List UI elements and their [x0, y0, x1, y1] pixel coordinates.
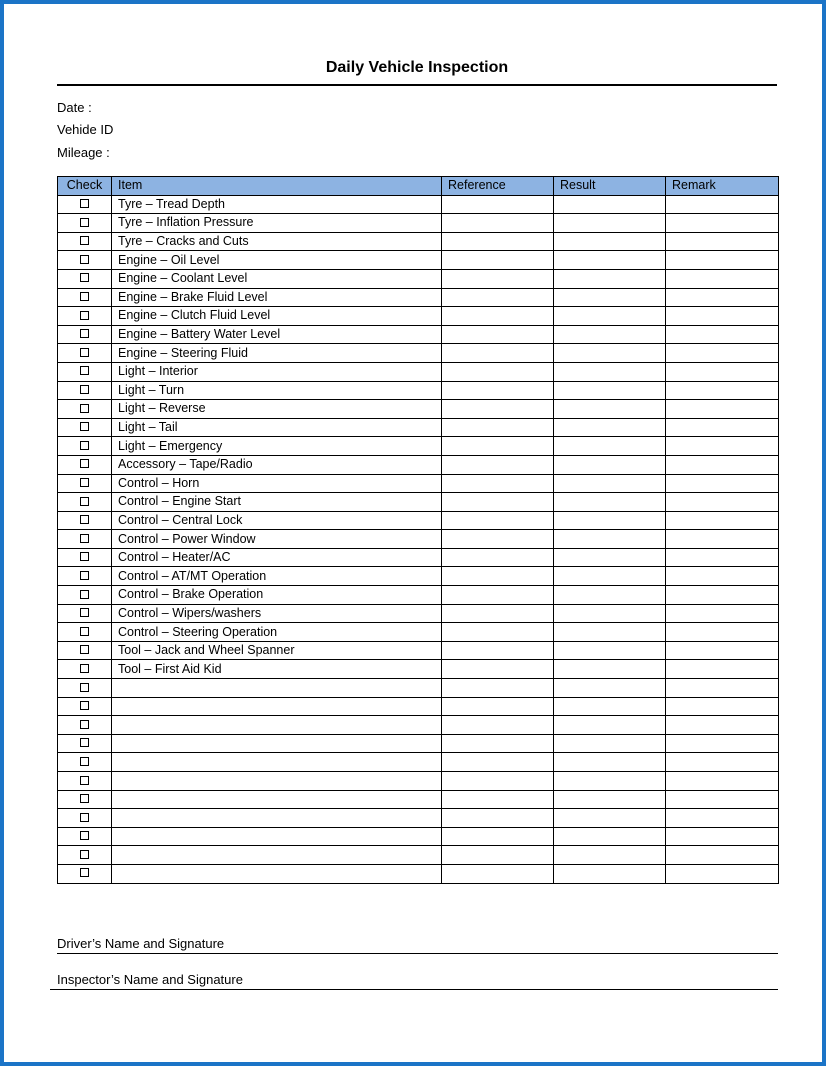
table-row [58, 790, 779, 809]
checkbox[interactable] [80, 255, 89, 264]
remark-cell[interactable] [666, 325, 779, 344]
reference-cell[interactable] [442, 400, 554, 419]
table-row [58, 530, 779, 549]
result-cell[interactable] [554, 530, 666, 549]
check-cell [58, 307, 112, 326]
table-row [58, 846, 779, 865]
inspection-table [57, 176, 779, 884]
result-cell[interactable] [554, 641, 666, 660]
header-reference: Reference [442, 177, 554, 196]
result-cell[interactable] [554, 697, 666, 716]
reference-cell[interactable] [442, 251, 554, 270]
item-cell [112, 790, 442, 809]
item-cell [112, 827, 442, 846]
vehicle-id-label: Vehide ID [57, 122, 114, 137]
remark-cell[interactable] [666, 753, 779, 772]
reference-cell[interactable] [442, 734, 554, 753]
check-cell [58, 734, 112, 753]
remark-cell[interactable] [666, 864, 779, 883]
table-row [58, 679, 779, 698]
checkbox[interactable] [80, 199, 89, 208]
remark-cell[interactable] [666, 530, 779, 549]
item-cell: Control – Brake Operation [112, 586, 442, 605]
result-cell[interactable] [554, 493, 666, 512]
result-cell[interactable] [554, 679, 666, 698]
checkbox[interactable] [80, 645, 89, 654]
item-cell: Control – AT/MT Operation [112, 567, 442, 586]
check-cell [58, 362, 112, 381]
table-row [58, 251, 779, 270]
check-cell [58, 511, 112, 530]
remark-cell[interactable] [666, 381, 779, 400]
table-row [58, 753, 779, 772]
check-cell [58, 214, 112, 233]
remark-cell[interactable] [666, 288, 779, 307]
item-cell: Tyre – Tread Depth [112, 195, 442, 214]
table-row [58, 716, 779, 735]
result-cell[interactable] [554, 418, 666, 437]
check-cell [58, 288, 112, 307]
checkbox[interactable] [80, 236, 89, 245]
item-cell: Engine – Steering Fluid [112, 344, 442, 363]
reference-cell[interactable] [442, 548, 554, 567]
check-cell [58, 325, 112, 344]
check-cell [58, 437, 112, 456]
result-cell[interactable] [554, 325, 666, 344]
checkbox[interactable] [80, 497, 89, 506]
check-cell [58, 567, 112, 586]
remark-cell[interactable] [666, 493, 779, 512]
remark-cell[interactable] [666, 641, 779, 660]
result-cell[interactable] [554, 511, 666, 530]
reference-cell[interactable] [442, 697, 554, 716]
remark-cell[interactable] [666, 362, 779, 381]
remark-cell[interactable] [666, 697, 779, 716]
table-row [58, 772, 779, 791]
result-cell[interactable] [554, 660, 666, 679]
item-cell: Engine – Clutch Fluid Level [112, 307, 442, 326]
table-row [58, 567, 779, 586]
remark-cell[interactable] [666, 827, 779, 846]
item-cell: Engine – Oil Level [112, 251, 442, 270]
check-cell [58, 400, 112, 419]
remark-cell[interactable] [666, 772, 779, 791]
result-cell[interactable] [554, 269, 666, 288]
title-underline [57, 84, 777, 86]
remark-cell[interactable] [666, 586, 779, 605]
reference-cell[interactable] [442, 344, 554, 363]
table-row [58, 586, 779, 605]
check-cell [58, 251, 112, 270]
item-cell: Tyre – Inflation Pressure [112, 214, 442, 233]
remark-cell[interactable] [666, 734, 779, 753]
table-row [58, 232, 779, 251]
checkbox[interactable] [80, 776, 89, 785]
driver-signature-label: Driver’s Name and Signature [57, 936, 225, 951]
check-cell [58, 790, 112, 809]
item-cell: Accessory – Tape/Radio [112, 455, 442, 474]
result-cell[interactable] [554, 344, 666, 363]
remark-cell[interactable] [666, 437, 779, 456]
checkbox[interactable] [80, 515, 89, 524]
reference-cell[interactable] [442, 362, 554, 381]
item-cell: Tool – Jack and Wheel Spanner [112, 641, 442, 660]
remark-cell[interactable] [666, 455, 779, 474]
remark-cell[interactable] [666, 344, 779, 363]
table-row [58, 418, 779, 437]
checkbox[interactable] [80, 478, 89, 487]
result-cell[interactable] [554, 586, 666, 605]
checkbox[interactable] [80, 571, 89, 580]
page-title: Daily Vehicle Inspection [325, 59, 509, 76]
result-cell[interactable] [554, 864, 666, 883]
checkbox[interactable] [80, 664, 89, 673]
table-row [58, 548, 779, 567]
reference-cell[interactable] [442, 455, 554, 474]
reference-cell[interactable] [442, 864, 554, 883]
table-row [58, 288, 779, 307]
result-cell[interactable] [554, 362, 666, 381]
reference-cell[interactable] [442, 269, 554, 288]
item-cell: Light – Interior [112, 362, 442, 381]
remark-cell[interactable] [666, 846, 779, 865]
item-cell [112, 679, 442, 698]
reference-cell[interactable] [442, 641, 554, 660]
checkbox[interactable] [80, 422, 89, 431]
header-check: Check [58, 177, 112, 196]
checkbox[interactable] [80, 794, 89, 803]
result-cell[interactable] [554, 846, 666, 865]
check-cell [58, 548, 112, 567]
check-cell [58, 827, 112, 846]
table-row [58, 455, 779, 474]
result-cell[interactable] [554, 734, 666, 753]
check-cell [58, 493, 112, 512]
check-cell [58, 530, 112, 549]
table-row [58, 604, 779, 623]
mileage-label: Mileage : [57, 145, 110, 160]
item-cell: Light – Tail [112, 418, 442, 437]
item-cell [112, 716, 442, 735]
check-cell [58, 381, 112, 400]
check-cell [58, 679, 112, 698]
reference-cell[interactable] [442, 679, 554, 698]
result-cell[interactable] [554, 827, 666, 846]
check-cell [58, 641, 112, 660]
result-cell[interactable] [554, 251, 666, 270]
result-cell[interactable] [554, 474, 666, 493]
checkbox[interactable] [80, 627, 89, 636]
table-row [58, 827, 779, 846]
reference-cell[interactable] [442, 493, 554, 512]
check-cell [58, 418, 112, 437]
reference-cell[interactable] [442, 567, 554, 586]
item-cell: Light – Reverse [112, 400, 442, 419]
table-row [58, 269, 779, 288]
result-cell[interactable] [554, 790, 666, 809]
reference-cell[interactable] [442, 530, 554, 549]
result-cell[interactable] [554, 381, 666, 400]
remark-cell[interactable] [666, 232, 779, 251]
reference-cell[interactable] [442, 716, 554, 735]
checkbox[interactable] [80, 534, 89, 543]
reference-cell[interactable] [442, 214, 554, 233]
check-cell [58, 474, 112, 493]
checkbox[interactable] [80, 218, 89, 227]
check-cell [58, 716, 112, 735]
table-row [58, 660, 779, 679]
item-cell [112, 734, 442, 753]
item-cell: Light – Turn [112, 381, 442, 400]
reference-cell[interactable] [442, 511, 554, 530]
remark-cell[interactable] [666, 307, 779, 326]
checkbox[interactable] [80, 757, 89, 766]
item-cell [112, 753, 442, 772]
check-cell [58, 455, 112, 474]
item-cell [112, 809, 442, 828]
table-row [58, 381, 779, 400]
remark-cell[interactable] [666, 623, 779, 642]
checkbox[interactable] [80, 329, 89, 338]
result-cell[interactable] [554, 716, 666, 735]
table-row [58, 344, 779, 363]
check-cell [58, 623, 112, 642]
remark-cell[interactable] [666, 604, 779, 623]
table-row [58, 493, 779, 512]
result-cell[interactable] [554, 400, 666, 419]
remark-cell[interactable] [666, 567, 779, 586]
reference-cell[interactable] [442, 790, 554, 809]
item-cell [112, 864, 442, 883]
inspector-signature-line[interactable] [50, 989, 778, 990]
inspector-signature-label: Inspector’s Name and Signature [57, 972, 243, 987]
reference-cell[interactable] [442, 604, 554, 623]
result-cell[interactable] [554, 437, 666, 456]
table-row [58, 474, 779, 493]
item-cell: Tool – First Aid Kid [112, 660, 442, 679]
reference-cell[interactable] [442, 753, 554, 772]
item-cell: Control – Wipers/washers [112, 604, 442, 623]
result-cell[interactable] [554, 307, 666, 326]
date-label: Date : [57, 100, 92, 115]
item-cell: Control – Steering Operation [112, 623, 442, 642]
check-cell [58, 269, 112, 288]
item-cell: Engine – Battery Water Level [112, 325, 442, 344]
checkbox[interactable] [80, 366, 89, 375]
check-cell [58, 846, 112, 865]
table-row [58, 214, 779, 233]
table-row [58, 697, 779, 716]
check-cell [58, 660, 112, 679]
table-row [58, 641, 779, 660]
item-cell: Light – Emergency [112, 437, 442, 456]
table-row [58, 809, 779, 828]
reference-cell[interactable] [442, 307, 554, 326]
remark-cell[interactable] [666, 679, 779, 698]
checkbox[interactable] [80, 552, 89, 561]
reference-cell[interactable] [442, 474, 554, 493]
remark-cell[interactable] [666, 716, 779, 735]
checkbox[interactable] [80, 720, 89, 729]
checkbox[interactable] [80, 292, 89, 301]
remark-cell[interactable] [666, 269, 779, 288]
remark-cell[interactable] [666, 418, 779, 437]
table-row [58, 195, 779, 214]
reference-cell[interactable] [442, 809, 554, 828]
checkbox[interactable] [80, 311, 89, 320]
item-cell: Engine – Brake Fluid Level [112, 288, 442, 307]
table-row [58, 362, 779, 381]
item-cell: Control – Power Window [112, 530, 442, 549]
reference-cell[interactable] [442, 325, 554, 344]
checkbox[interactable] [80, 404, 89, 413]
remark-cell[interactable] [666, 214, 779, 233]
checkbox[interactable] [80, 701, 89, 710]
remark-cell[interactable] [666, 400, 779, 419]
result-cell[interactable] [554, 195, 666, 214]
remark-cell[interactable] [666, 251, 779, 270]
result-cell[interactable] [554, 214, 666, 233]
reference-cell[interactable] [442, 418, 554, 437]
checkbox[interactable] [80, 273, 89, 282]
result-cell[interactable] [554, 604, 666, 623]
reference-cell[interactable] [442, 288, 554, 307]
table-row [58, 734, 779, 753]
check-cell [58, 195, 112, 214]
result-cell[interactable] [554, 455, 666, 474]
item-cell: Tyre – Cracks and Cuts [112, 232, 442, 251]
table-row [58, 864, 779, 883]
checkbox[interactable] [80, 608, 89, 617]
check-cell [58, 344, 112, 363]
result-cell[interactable] [554, 809, 666, 828]
result-cell[interactable] [554, 772, 666, 791]
check-cell [58, 772, 112, 791]
reference-cell[interactable] [442, 827, 554, 846]
header-result: Result [554, 177, 666, 196]
reference-cell[interactable] [442, 195, 554, 214]
checkbox[interactable] [80, 831, 89, 840]
check-cell [58, 809, 112, 828]
result-cell[interactable] [554, 232, 666, 251]
table-row [58, 400, 779, 419]
check-cell [58, 697, 112, 716]
checkbox[interactable] [80, 813, 89, 822]
table-header-row [58, 177, 779, 196]
item-cell [112, 846, 442, 865]
result-cell[interactable] [554, 567, 666, 586]
reference-cell[interactable] [442, 623, 554, 642]
check-cell [58, 586, 112, 605]
remark-cell[interactable] [666, 790, 779, 809]
check-cell [58, 604, 112, 623]
checkbox[interactable] [80, 590, 89, 599]
checkbox[interactable] [80, 459, 89, 468]
item-cell [112, 697, 442, 716]
remark-cell[interactable] [666, 548, 779, 567]
remark-cell[interactable] [666, 474, 779, 493]
checkbox[interactable] [80, 868, 89, 877]
reference-cell[interactable] [442, 437, 554, 456]
check-cell [58, 753, 112, 772]
reference-cell[interactable] [442, 846, 554, 865]
item-cell: Engine – Coolant Level [112, 269, 442, 288]
checkbox[interactable] [80, 850, 89, 859]
driver-signature-line[interactable] [57, 953, 778, 954]
table-row [58, 437, 779, 456]
item-cell [112, 772, 442, 791]
reference-cell[interactable] [442, 586, 554, 605]
table-row [58, 325, 779, 344]
check-cell [58, 232, 112, 251]
result-cell[interactable] [554, 548, 666, 567]
header-item: Item [112, 177, 442, 196]
reference-cell[interactable] [442, 381, 554, 400]
checkbox[interactable] [80, 683, 89, 692]
item-cell: Control – Central Lock [112, 511, 442, 530]
item-cell: Control – Engine Start [112, 493, 442, 512]
checkbox[interactable] [80, 385, 89, 394]
remark-cell[interactable] [666, 660, 779, 679]
checkbox[interactable] [80, 348, 89, 357]
table-row [58, 511, 779, 530]
remark-cell[interactable] [666, 511, 779, 530]
result-cell[interactable] [554, 753, 666, 772]
table-row [58, 623, 779, 642]
reference-cell[interactable] [442, 232, 554, 251]
item-cell: Control – Horn [112, 474, 442, 493]
check-cell [58, 864, 112, 883]
result-cell[interactable] [554, 288, 666, 307]
item-cell: Control – Heater/AC [112, 548, 442, 567]
remark-cell[interactable] [666, 195, 779, 214]
remark-cell[interactable] [666, 809, 779, 828]
checkbox[interactable] [80, 738, 89, 747]
result-cell[interactable] [554, 623, 666, 642]
reference-cell[interactable] [442, 772, 554, 791]
reference-cell[interactable] [442, 660, 554, 679]
checkbox[interactable] [80, 441, 89, 450]
header-remark: Remark [666, 177, 779, 196]
table-row [58, 307, 779, 326]
